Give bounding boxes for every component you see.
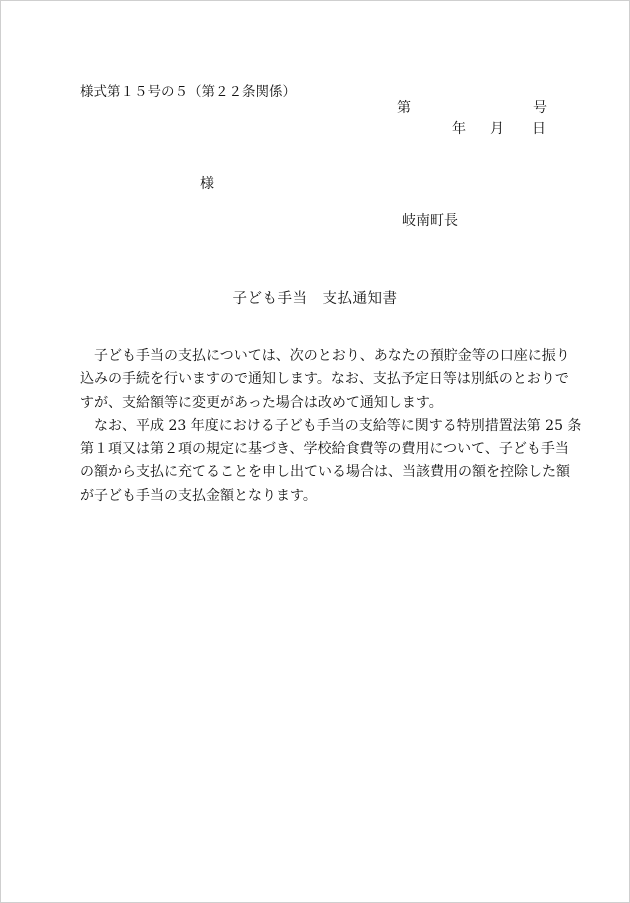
body-line: の額から支払に充てることを申し出ている場合は、当該費用の額を控除した額 [80,464,570,481]
date-day-label: 日 [532,121,546,137]
body-line: すが、支給額等に変更があった場合は改めて通知します。 [80,394,443,411]
document-number-prefix: 第 [397,100,411,116]
document-title: 子ども手当 支払通知書 [232,291,398,307]
issuer-name: 岐南町長 [402,213,458,229]
body-line: 子ども手当の支払については、次のとおり、あなたの預貯金等の口座に振り [80,348,570,364]
document-number-suffix: 号 [533,100,547,116]
form-number-label: 様式第１５号の５（第２２条関係） [80,84,296,100]
body-line: が子ども手当の支払金額となります。 [80,487,317,504]
body-text [80,345,582,508]
addressee-honorific: 様 [200,176,214,192]
body-line: なお、平成 23 年度における子ども手当の支給等に関する特別措置法第 25 条 [80,417,582,434]
body-line: 込みの手続を行いますので通知します。なお、支払予定日等は別紙のとおりで [80,371,569,388]
body-line: 第１項又は第２項の規定に基づき、学校給食費等の費用について、子ども手当 [80,441,569,458]
date-month-label: 月 [490,121,504,137]
date-year-label: 年 [452,121,466,137]
